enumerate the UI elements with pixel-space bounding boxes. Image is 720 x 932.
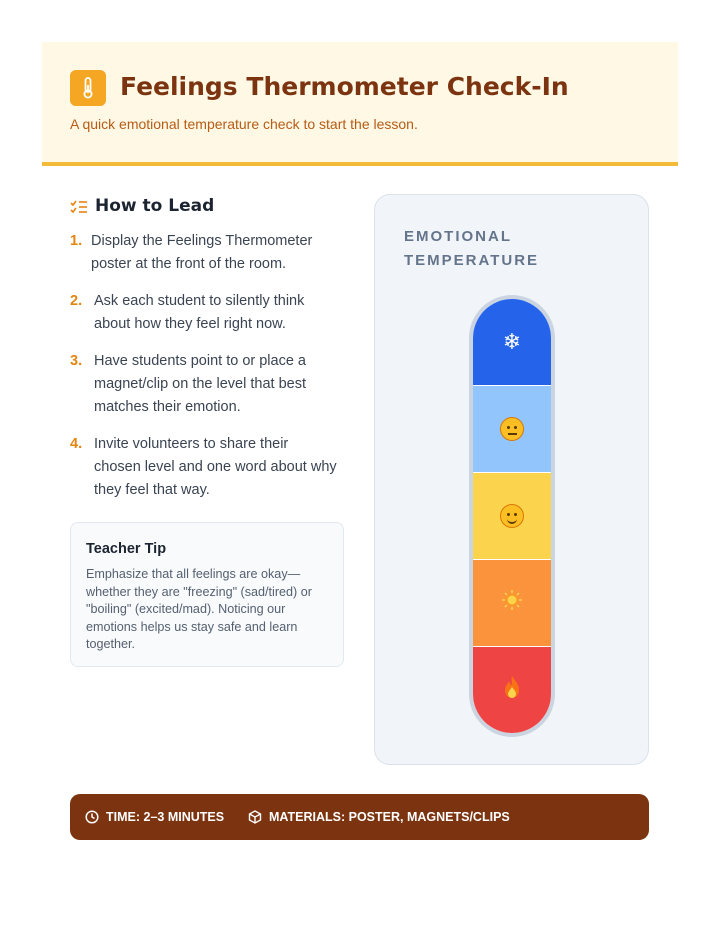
time-info xyxy=(85,794,224,840)
how-to-lead-title: How to Lead xyxy=(95,196,215,216)
materials-text: MATERIALS: POSTER, MAGNETS/CLIPS xyxy=(269,810,510,824)
step-text: Display the Feelings Thermometer poster at the front of the room. xyxy=(91,233,313,272)
fire-icon xyxy=(502,675,522,705)
time-text: TIME: 2–3 MINUTES xyxy=(106,810,225,824)
page-title: Feelings Thermometer Check-In xyxy=(120,72,569,101)
teacher-tip-title: Teacher Tip xyxy=(86,541,167,557)
level-comfortable[interactable] xyxy=(473,473,551,559)
page-subtitle: A quick emotional temperature check to start the lesson. xyxy=(70,116,418,132)
thermometer-panel xyxy=(374,194,649,765)
footer-bar xyxy=(70,794,649,840)
step-text: Have students point to or place a magnet/clip on the level that best matches their emotion. xyxy=(94,353,306,415)
step-number: 2. xyxy=(70,293,83,309)
checklist-icon xyxy=(70,200,88,219)
thermometer-label: EMOTIONAL TEMPERATURE xyxy=(404,228,540,269)
teacher-tip-card xyxy=(70,522,344,667)
box-icon xyxy=(248,810,262,824)
level-cool[interactable] xyxy=(473,386,551,472)
thermometer-icon xyxy=(70,70,106,106)
sun-icon xyxy=(500,588,524,618)
clock-icon xyxy=(85,810,99,824)
neutral-face-icon xyxy=(500,417,524,441)
materials-info xyxy=(248,794,510,840)
header-banner xyxy=(42,42,678,166)
step-text: Ask each student to silently think about how they feel right now. xyxy=(94,293,305,332)
level-boiling[interactable] xyxy=(473,647,551,733)
teacher-tip-body: Emphasize that all feelings are okay—whether they are "freezing" (sad/tired) or "boiling" (excited/mad). Noticing our emotions helps us stay safe and learn together. xyxy=(86,567,312,652)
smiling-face-icon xyxy=(500,504,524,528)
feelings-thermometer xyxy=(469,295,555,737)
step-number: 1. xyxy=(70,233,83,249)
snowflake-icon: ❄ xyxy=(502,329,522,355)
step-number: 3. xyxy=(70,353,83,369)
step-text: Invite volunteers to share their chosen level and one word about why they feel that way. xyxy=(94,436,337,498)
level-freezing[interactable] xyxy=(473,299,551,385)
step-number: 4. xyxy=(70,436,83,452)
level-warm[interactable] xyxy=(473,560,551,646)
